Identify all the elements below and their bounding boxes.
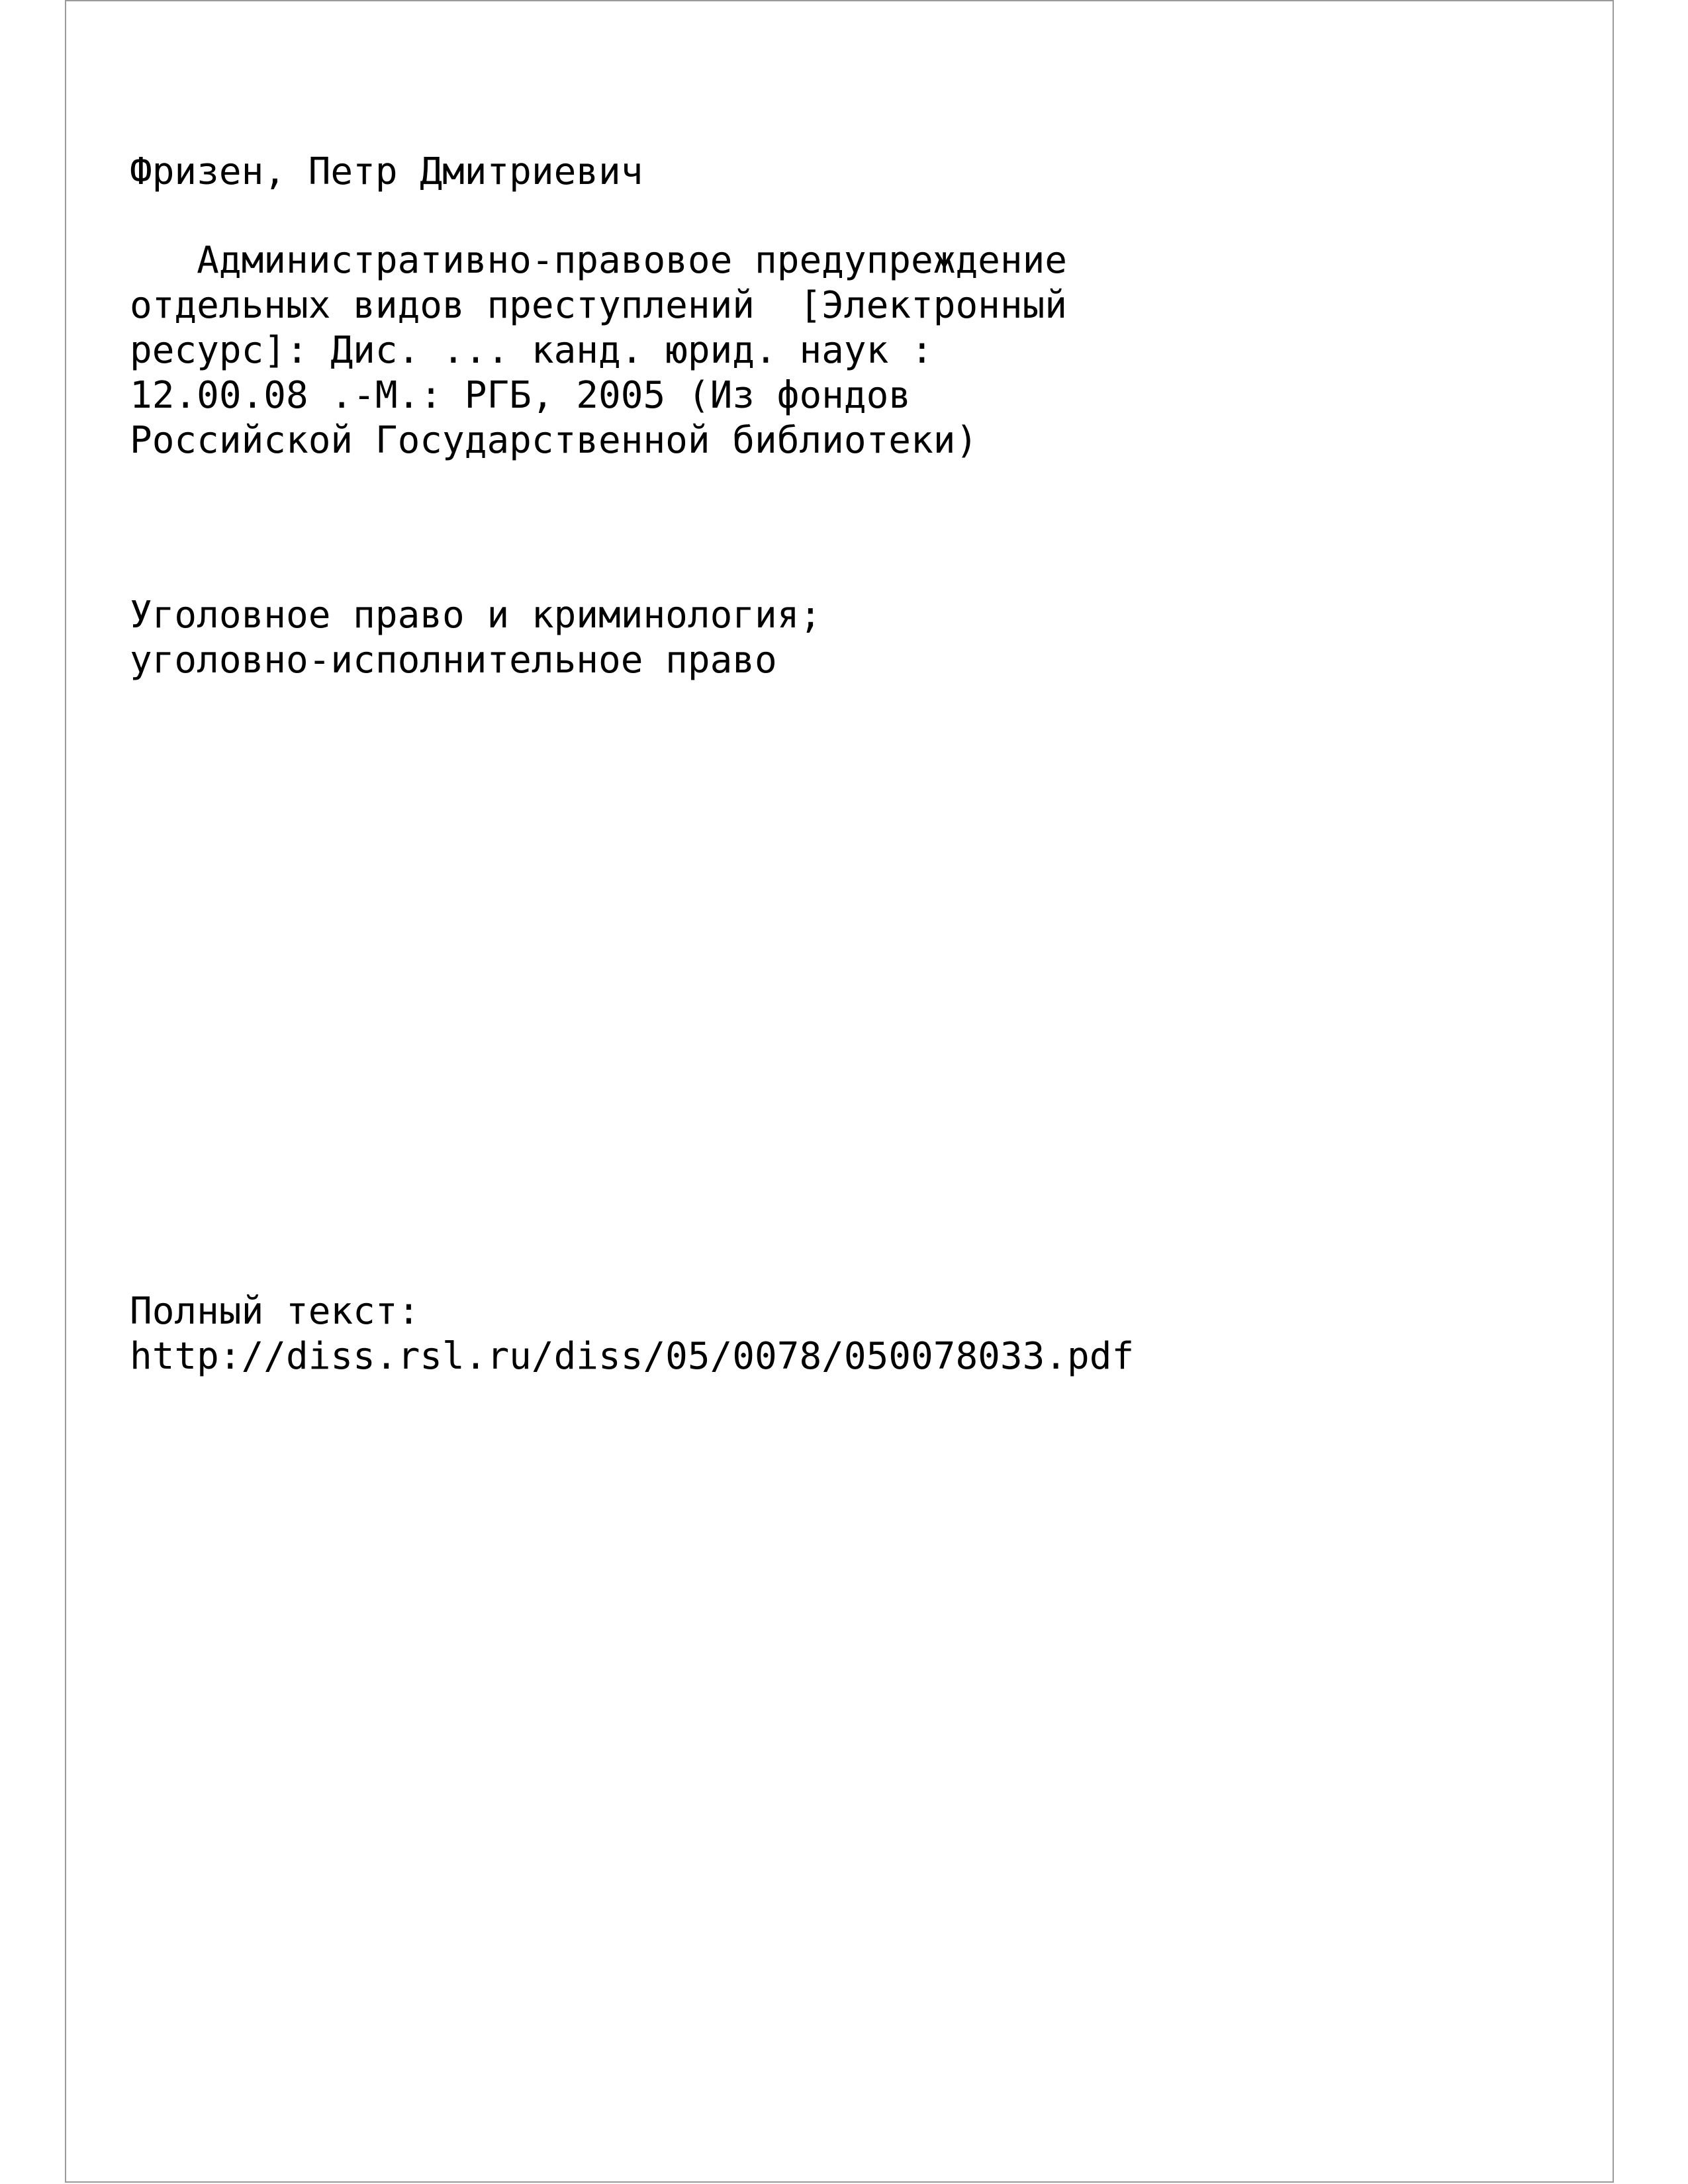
- fulltext-link[interactable]: http://diss.rsl.ru/diss/05/0078/050078033.pdf: [130, 1335, 1135, 1378]
- subject-line-2: уголовно-исполнительное право: [130, 639, 777, 682]
- subject-line-1: Уголовное право и криминология;: [130, 594, 822, 637]
- title-line-2: отдельных видов преступлений [Электронный: [130, 284, 1068, 327]
- title-line-1: Административно-правовое предупреждение: [130, 239, 1068, 282]
- author-name: Фризен, Петр Дмитриевич: [130, 150, 643, 193]
- title-line-4: 12.00.08 .-М.: РГБ, 2005 (Из фондов: [130, 374, 912, 417]
- title-line-3: ресурс]: Дис. ... канд. юрид. наук :: [130, 329, 933, 372]
- fulltext-label: Полный текст:: [130, 1290, 420, 1333]
- title-line-5: Российской Государственной библиотеки): [130, 419, 978, 462]
